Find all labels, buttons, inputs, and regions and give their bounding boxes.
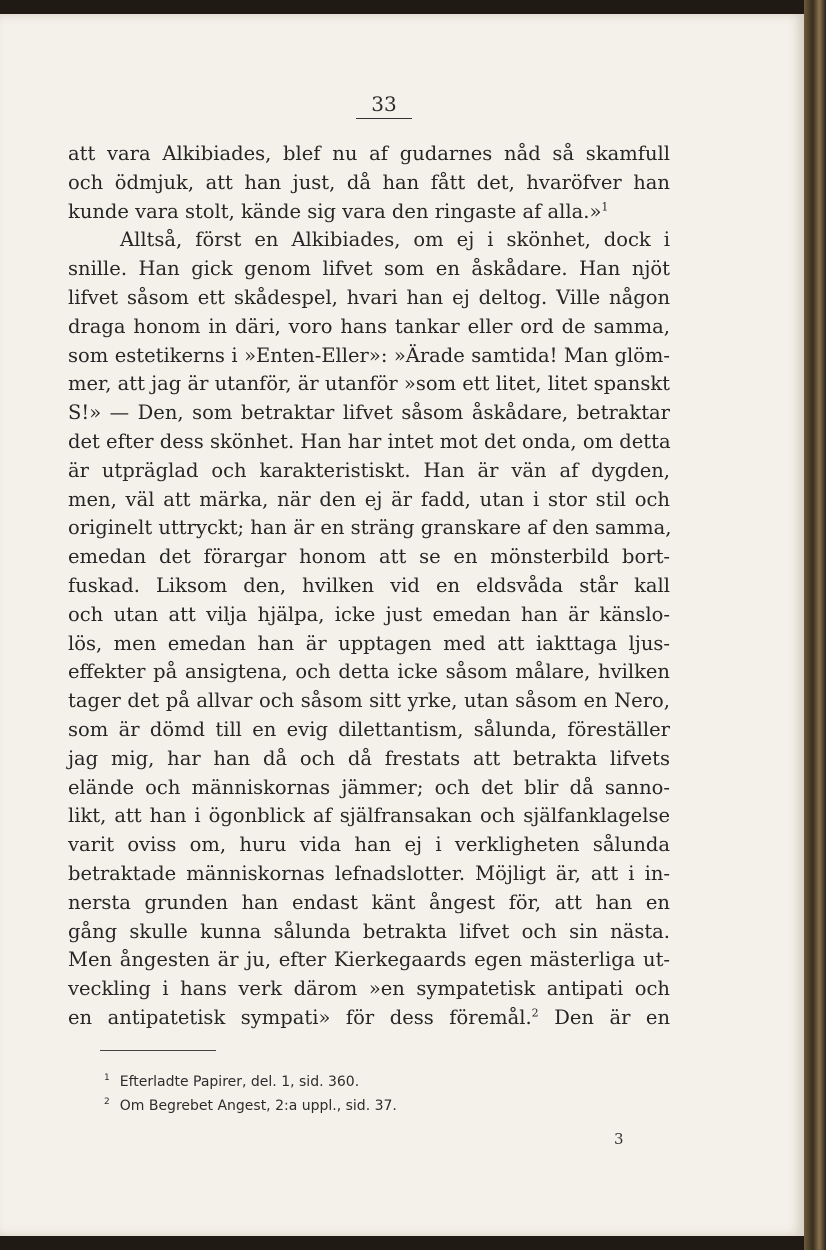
text-line: likt, att han i ögonblick af själfransakan och själfanklagelse [68,804,670,828]
text-line: mer, att jag är utanför, är utanför »som ett litet, litet spanskt [68,372,670,396]
footnote: $^2$ Om Begrebet Angest, 2:a uppl., sid. 37. [104,1097,397,1114]
text-line: draga honom in däri, voro hans tankar eller ord de samma, [68,314,670,338]
text-line: är utpräglad och karakteristiskt. Han är vän af dygden, [68,458,670,482]
text-line: tager det på allvar och såsom sitt yrke, utan såsom en Nero, [68,689,670,713]
text-line: varit oviss om, huru vida han ej i verkligheten sålunda [68,833,670,857]
footnote: $^1$ Efterladte Papirer, del. 1, sid. 360. [104,1073,360,1090]
text-line: lifvet såsom ett skådespel, hvari han ej deltog. Ville någon [68,285,670,309]
text-line: det efter dess skönhet. Han har intet mot det onda, om detta [68,429,671,453]
text-line: som är dömd till en evig dilettantism, sålunda, föreställer [68,717,670,741]
book-edge [804,0,826,1250]
footnotes [104,1070,664,1118]
text-line: Men ångesten är ju, efter Kierkegaards egen mästerliga ut- [68,948,670,972]
text-line: S!» — Den, som betraktar lifvet såsom åskådare, betraktar [68,401,670,425]
text-line: gång skulle kunna sålunda betrakta lifvet och sin nästa. [68,919,670,943]
body-text [68,140,670,1033]
signature-mark: 3 [614,1130,624,1148]
text-line: elände och människornas jämmer; och det blir då sanno- [68,775,670,799]
text-line: nersta grunden han endast känt ångest för, att han en [68,890,670,914]
text-line: och utan att vilja hjälpa, icke just emedan han är känslo- [68,602,670,626]
text-line: som estetikerns i »Enten-Eller»: »Ärade samtida! Man glöm- [68,343,670,367]
text-line: effekter på ansigtena, och detta icke såsom målare, hvilken [68,660,670,684]
text-line: kunde vara stolt, kände sig vara den ringaste af alla.»$^1$ [68,199,609,223]
text-line: emedan det förargar honom att se en mönsterbild bort- [68,545,670,569]
text-line: veckling i hans verk därom »en sympatetisk antipati och [68,977,670,1001]
footnote-ref: 1 [601,200,609,214]
text-line: fuskad. Liksom den, hvilken vid en eldsvåda står kall [68,573,670,597]
text-line: men, väl att märka, när den ej är fadd, utan i stor stil och [68,487,670,511]
text-line: lös, men emedan han är upptagen med att iakttaga ljus- [68,631,670,655]
text-line: snille. Han gick genom lifvet som en åskådare. Han njöt [68,257,670,281]
footnote-ref: 2 [531,1006,539,1020]
page-number: 33 [356,92,412,119]
footnote-divider [100,1050,216,1051]
text-line: Alltså, först en Alkibiades, om ej i skönhet, dock i [120,228,670,252]
text-line: originelt uttryckt; han är en sträng granskare af den samma, [68,516,672,540]
text-line: att vara Alkibiades, blef nu af gudarnes nåd så skamfull [68,142,670,165]
text-line: jag mig, har han då och då frestats att betrakta lifvets [68,746,670,770]
text-line: en antipatetisk sympati» för dess föremål.$^2$ Den är en [68,1005,671,1029]
text-line: betraktade människornas lefnadslotter. Möjligt är, att i in- [68,861,670,885]
text-line: och ödmjuk, att han just, då han fått det, hvaröfver han [68,170,670,194]
